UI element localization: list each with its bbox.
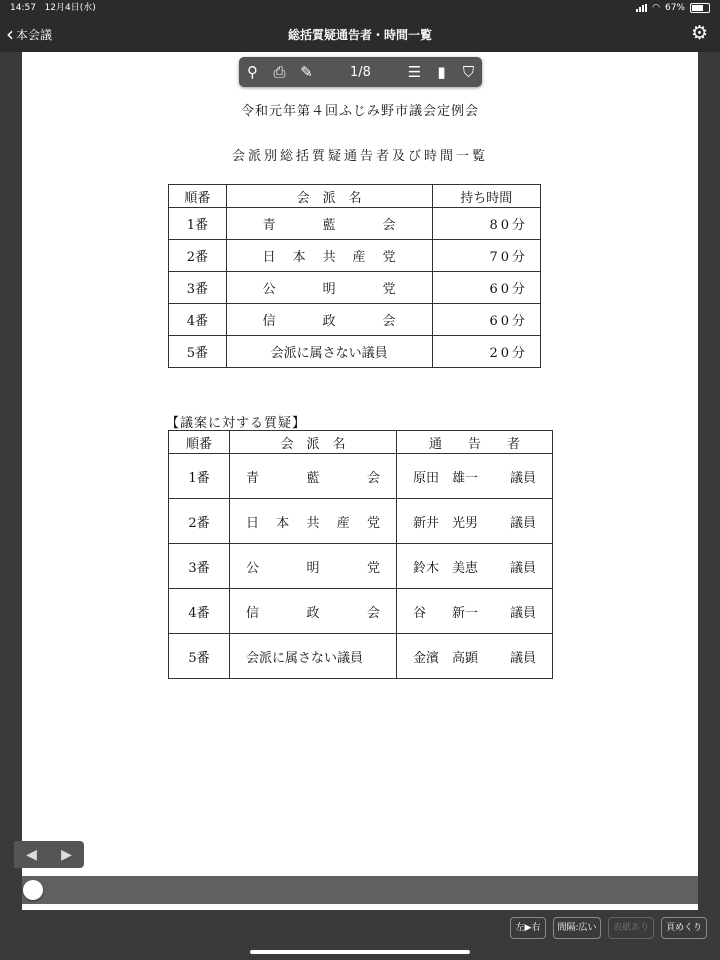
- faction-char: 日: [262, 250, 276, 265]
- faction-cell: [230, 589, 397, 634]
- faction-char: 会: [366, 470, 380, 486]
- page-slider[interactable]: [22, 876, 698, 904]
- edit-icon[interactable]: ✎: [300, 63, 313, 81]
- table-row: [169, 634, 553, 679]
- faction-char: 明: [306, 560, 320, 576]
- notifier-cell: [397, 454, 553, 499]
- table-row: [169, 272, 541, 304]
- faction-char: 産: [352, 250, 366, 265]
- page-title: 総括質疑通告者・時間一覧: [287, 28, 432, 42]
- notifier-title: 議員: [509, 650, 536, 666]
- faction-char: 政: [306, 605, 320, 621]
- faction-char: 会派に属さない議員: [270, 346, 388, 361]
- prev-page-icon[interactable]: ◀: [26, 846, 37, 863]
- faction-char: 藍: [306, 470, 320, 486]
- time-cell: 70分: [432, 240, 540, 272]
- faction-cell: [226, 208, 432, 240]
- chevron-left-icon: ‹: [6, 22, 14, 46]
- page-turn-button[interactable]: 頁めくり: [661, 917, 707, 939]
- order-cell: 1番: [169, 454, 230, 499]
- section-caption: 【議案に対する質疑】: [166, 416, 307, 431]
- order-cell: 2番: [169, 499, 230, 544]
- order-cell: 3番: [169, 272, 227, 304]
- table-row: [169, 208, 541, 240]
- header-notifier: 通 告 者: [397, 431, 553, 454]
- bookmark-icon[interactable]: ▮: [437, 63, 446, 81]
- notifier-title: 議員: [509, 560, 536, 576]
- faction-char: 本: [276, 515, 290, 531]
- status-time: 14:57: [10, 3, 36, 13]
- faction-char: 会派に属さない議員: [246, 650, 364, 666]
- faction-char: 党: [366, 560, 380, 576]
- table-row: [169, 304, 541, 336]
- notifier-name: 原田 雄一: [413, 470, 479, 486]
- next-page-icon[interactable]: ▶: [61, 846, 72, 863]
- table-row: [169, 454, 553, 499]
- faction-char: 藍: [322, 218, 336, 233]
- notifier-name: 谷 新一: [413, 605, 479, 621]
- back-label: 本会議: [16, 27, 53, 42]
- header-faction: 会 派 名: [230, 431, 397, 454]
- table-row: [169, 589, 553, 634]
- header-time: 持ち時間: [432, 185, 540, 208]
- faction-char: 本: [292, 250, 306, 265]
- nav-bar: [0, 16, 720, 52]
- document-toolbar: [239, 57, 482, 87]
- faction-char: 党: [366, 515, 380, 531]
- notifier-name: 新井 光男: [413, 515, 479, 531]
- order-cell: 1番: [169, 208, 227, 240]
- faction-cell: [226, 336, 432, 368]
- notifier-cell: [397, 544, 553, 589]
- notifier-title: 議員: [509, 605, 536, 621]
- order-cell: 5番: [169, 634, 230, 679]
- time-allocation-table: [168, 184, 541, 368]
- status-bar: [0, 0, 720, 16]
- order-cell: 5番: [169, 336, 227, 368]
- notifier-cell: [397, 634, 553, 679]
- faction-char: 共: [322, 250, 336, 265]
- time-cell: 80分: [432, 208, 540, 240]
- notifier-name: 鈴木 美恵: [413, 560, 479, 576]
- faction-char: 青: [246, 470, 260, 486]
- faction-char: 産: [336, 515, 350, 531]
- notifier-cell: [397, 589, 553, 634]
- status-date: 12月4日(水): [44, 3, 96, 13]
- notifier-title: 議員: [509, 515, 536, 531]
- header-order: 順番: [169, 431, 230, 454]
- faction-char: 会: [382, 218, 396, 233]
- faction-char: 党: [382, 250, 396, 265]
- battery-icon: [690, 3, 710, 13]
- battery-percent: 67%: [664, 3, 685, 13]
- time-cell: 60分: [432, 272, 540, 304]
- faction-char: 青: [262, 218, 276, 233]
- faction-char: 会: [366, 605, 380, 621]
- order-cell: 4番: [169, 589, 230, 634]
- order-cell: 2番: [169, 240, 227, 272]
- order-cell: 3番: [169, 544, 230, 589]
- notifier-cell: [397, 499, 553, 544]
- cover-button[interactable]: 表紙あり: [608, 917, 654, 939]
- wifi-icon: ◠: [652, 3, 660, 13]
- time-cell: 20分: [432, 336, 540, 368]
- faction-char: 公: [246, 560, 260, 576]
- gear-icon[interactable]: ⚙: [690, 22, 708, 44]
- page-navigator: [14, 841, 84, 868]
- search-icon[interactable]: ⚲: [247, 63, 258, 81]
- document-subheading: 会派別総括質疑通告者及び時間一覧: [231, 149, 488, 164]
- spacing-button[interactable]: 間隔:広い: [553, 917, 601, 939]
- question-notifier-table: [168, 430, 553, 679]
- order-cell: 4番: [169, 304, 227, 336]
- notifier-name: 金濱 高顕: [413, 650, 479, 666]
- signal-icon: [636, 4, 647, 12]
- direction-button[interactable]: 左▶右: [510, 917, 546, 939]
- table-row: [169, 544, 553, 589]
- header-faction: 会 派 名: [226, 185, 432, 208]
- faction-cell: [230, 544, 397, 589]
- faction-char: 共: [306, 515, 320, 531]
- faction-cell: [226, 240, 432, 272]
- faction-char: 日: [246, 515, 260, 531]
- page-indicator: 1/8: [350, 64, 371, 80]
- faction-cell: [230, 499, 397, 544]
- faction-cell: [226, 272, 432, 304]
- faction-char: 公: [262, 282, 276, 297]
- faction-char: 信: [246, 605, 260, 621]
- faction-cell: [230, 634, 397, 679]
- faction-char: 明: [322, 282, 336, 297]
- faction-char: 政: [322, 314, 336, 329]
- faction-char: 党: [382, 282, 396, 297]
- header-order: 順番: [169, 185, 227, 208]
- list-icon[interactable]: ☰: [407, 63, 422, 81]
- time-cell: 60分: [432, 304, 540, 336]
- faction-char: 信: [262, 314, 276, 329]
- document-heading: 令和元年第４回ふじみ野市議会定例会: [240, 104, 479, 119]
- home-indicator: [250, 950, 470, 954]
- table-header-row: [169, 431, 553, 454]
- notifier-title: 議員: [509, 470, 536, 486]
- faction-char: 会: [382, 314, 396, 329]
- faction-cell: [226, 304, 432, 336]
- stamp-icon[interactable]: ⛉: [462, 63, 475, 81]
- print-icon[interactable]: ⎙: [273, 63, 286, 81]
- faction-cell: [230, 454, 397, 499]
- slider-handle[interactable]: [23, 880, 43, 900]
- table-row: [169, 499, 553, 544]
- table-header-row: [169, 185, 541, 208]
- table-row: [169, 240, 541, 272]
- table-row: [169, 336, 541, 368]
